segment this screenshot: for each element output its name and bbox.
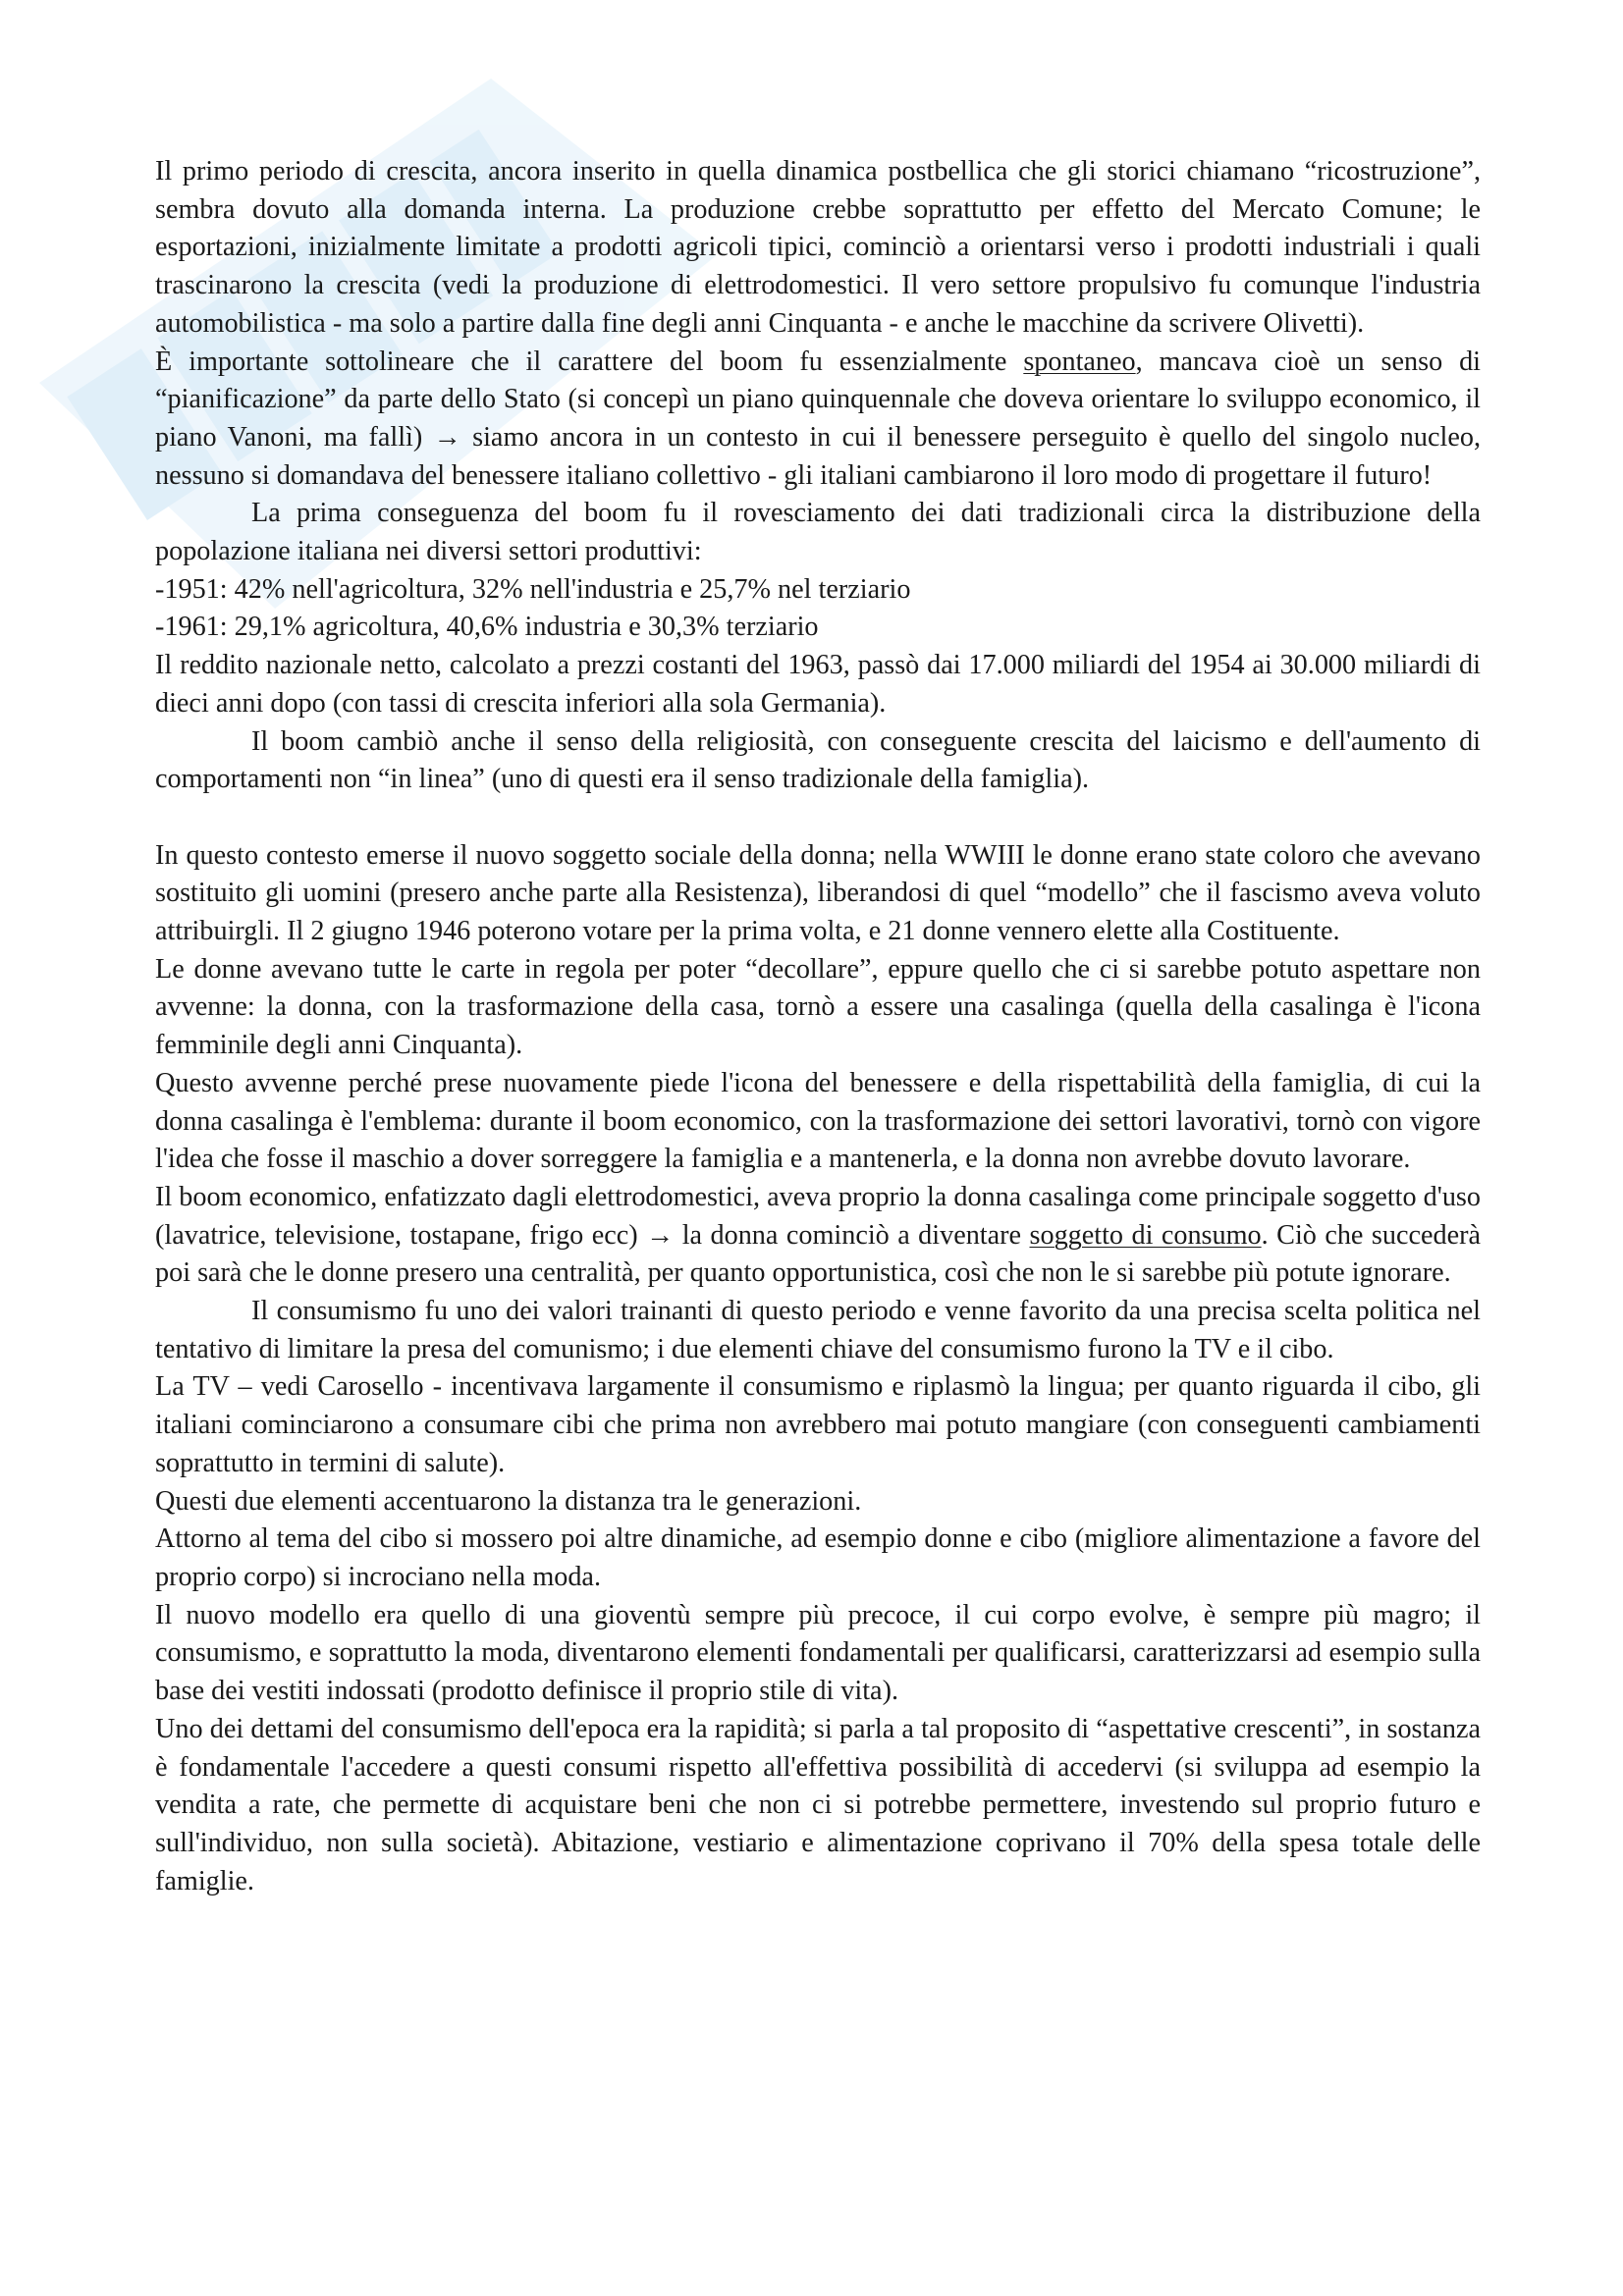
paragraph-text: , mancava cioè un senso di “pianificazione” da parte dello Stato (si concepì un piano quinquennale che doveva orientare lo sviluppo economico, il piano Vanoni, ma fallì) → siamo ancora in un contesto in cui il benessere perseguito è quello del singolo nucleo, nessuno si domandava del benessere italiano collettivo - gli italiani cambiarono il loro modo di progettare il futuro! <box>155 346 1481 491</box>
paragraph-decollare: Le donne avevano tutte le carte in regola per poter “decollare”, eppure quello che ci si sarebbe potuto aspettare non avvenne: la donna, con la trasformazione della casa, tornò a essere una casalinga (quella della casalinga è l'icona femminile degli anni Cinquanta). <box>155 953 1481 1061</box>
paragraph-consumismo: Il consumismo fu uno dei valori trainanti di questo periodo e venne favorito da una precisa scelta politica nel tentativo di limitare la presa del comunismo; i due elementi chiave del consumismo furono la TV e il cibo. <box>155 1296 1481 1364</box>
paragraph-religiosita: Il boom cambiò anche il senso della religiosità, con conseguente crescita del laicismo e dell'aumento di comportamenti non “in linea” (uno di questi era il senso tradizionale della famiglia). <box>155 725 1481 795</box>
paragraph-gioventu: Il nuovo modello era quello di una gioventù sempre più precoce, il cui corpo evolve, è sempre più magro; il consumismo, e soprattutto la moda, diventarono elementi fondamentali per qualificarsi, caratterizzarsi ad esempio sulla base dei vestiti indossati (prodotto definisce il proprio stile di vita). <box>155 1599 1481 1707</box>
paragraph-text: È importante sottolineare che il carattere del boom fu essenzialmente <box>155 346 1024 377</box>
paragraph-rapidita: Uno dei dettami del consumismo dell'epoca era la rapidità; si parla a tal proposito di “aspettative crescenti”, in sostanza è fondamentale l'accedere a questi consumi rispetto all'effettiva possibilità di accedervi (si sviluppa ad esempio la vendita a rate, che permette di acquistare beni che non ci si potrebbe permettere, investendo sul proprio futuro e sull'individuo, non sulla società). Abitazione, vestiario e alimentazione coprivano il 70% della spesa totale delle famiglie. <box>155 1713 1481 1896</box>
paragraph-text: Il boom economico, enfatizzato dagli elettrodomestici, aveva proprio la donna casalinga come principale soggetto d'uso (lavatrice, televisione, tostapane, frigo ecc) → la donna cominciò a diventare <box>155 1181 1481 1251</box>
paragraph-soggetto-consumo <box>155 1179 1481 1293</box>
paragraph-cibo: Attorno al tema del cibo si mossero poi altre dinamiche, ad esempio donne e cibo (migliore alimentazione a favore del proprio corpo) si incrociano nella moda. <box>155 1523 1481 1592</box>
list-item-1951: -1951: 42% nell'agricoltura, 32% nell'industria e 25,7% nel terziario <box>155 573 911 605</box>
paragraph-prima-conseguenza: La prima conseguenza del boom fu il rovesciamento dei dati tradizionali circa la distribuzione della popolazione italiana nei diversi settori produttivi: <box>155 498 1481 567</box>
paragraph-generazioni: Questi due elementi accentuarono la distanza tra le generazioni. <box>155 1485 862 1517</box>
paragraph-tv: La TV – vedi Carosello - incentivava largamente il consumismo e riplasmò la lingua; per quanto riguarda il cibo, gli italiani cominciarono a consumare cibi che prima non avrebbero mai potuto mangiare (con conseguenti cambiamenti soprattutto in termini di salute). <box>155 1371 1481 1478</box>
paragraph-reddito: Il reddito nazionale netto, calcolato a prezzi costanti del 1963, passò dai 17.000 miliardi del 1954 ai 30.000 miliardi di dieci anni dopo (con tassi di crescita inferiori alla sola Germania). <box>155 650 1481 719</box>
paragraph-text: . Ciò che succederà poi sarà che le donne presero una centralità, per quanto opportunistica, così che non le si sarebbe più potute ignorare. <box>155 1219 1481 1289</box>
paragraph-donna: In questo contesto emerse il nuovo soggetto sociale della donna; nella WWIII le donne erano state coloro che avevano sostituito gli uomini (presero anche parte alla Resistenza), liberandosi di quel “modello” che il fascismo aveva voluto attribuirgli. Il 2 giugno 1946 poterono votare per la prima volta, e 21 donne vennero elette alla Costituente. <box>155 839 1481 947</box>
document-body <box>155 153 1481 1900</box>
list-item-1961: -1961: 29,1% agricoltura, 40,6% industria e 30,3% terziario <box>155 612 819 643</box>
underlined-term: soggetto di consumo <box>1029 1219 1262 1251</box>
paragraph-casalinga: Questo avvenne perché prese nuovamente piede l'icona del benessere e della rispettabilità della famiglia, di cui la donna casalinga è l'emblema: durante il boom economico, con la trasformazione dei settori lavorativi, tornò con vigore l'idea che fosse il maschio a dover sorreggere la famiglia e a mantenerla, e la donna non avrebbe dovuto lavorare. <box>155 1067 1481 1175</box>
underlined-term: spontaneo <box>1023 346 1136 377</box>
paragraph-boom-spontaneo <box>155 344 1481 496</box>
paragraph-ricostruzione: Il primo periodo di crescita, ancora inserito in quella dinamica postbellica che gli storici chiamano “ricostruzione”, sembra dovuto alla domanda interna. La produzione crebbe soprattutto per effetto del Mercato Comune; le esportazioni, inizialmente limitate a prodotti agricoli tipici, cominciò a orientarsi verso i prodotti industriali i quali trascinarono la crescita (vedi la produzione di elettrodomestici. Il vero settore propulsivo fu comunque l'industria automobilistica - ma solo a partire dalla fine degli anni Cinquanta - e anche le macchine da scrivere Olivetti). <box>155 156 1481 339</box>
